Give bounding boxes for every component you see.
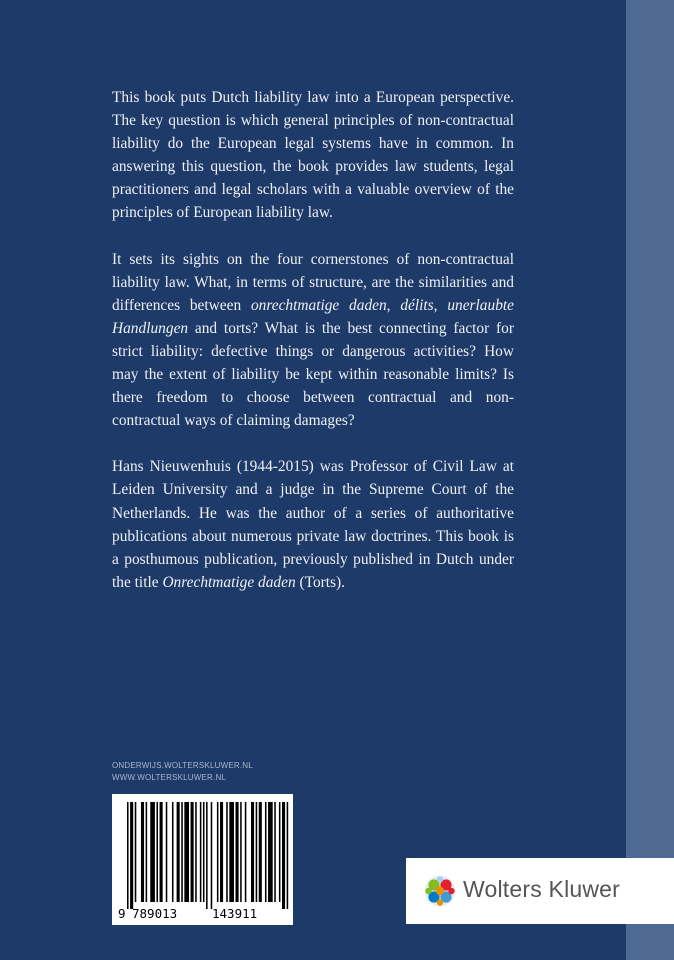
- barcode-bar: [135, 802, 137, 902]
- barcode-bar: [191, 802, 194, 902]
- barcode-bar: [256, 802, 258, 902]
- publisher-name: Wolters Kluwer: [463, 876, 621, 902]
- blurb-p2-comma-1: ,: [386, 296, 401, 314]
- barcode-bar: [200, 802, 202, 902]
- barcode-bar: [166, 802, 168, 902]
- barcode-bar: [240, 802, 242, 902]
- barcode-bar: [184, 802, 189, 902]
- barcode-bar: [172, 802, 174, 902]
- term-onrechtmatige-daden: onrechtmatige daden: [250, 296, 387, 314]
- barcode-bars: [127, 802, 288, 909]
- barcode-bar: [146, 802, 148, 902]
- barcode-bar: [203, 802, 205, 902]
- barcode-bar: [195, 802, 197, 902]
- blurb-paragraph-1: This book puts Dutch liability law into a European perspective. The key question is which general principles of non-contractual liability do the European legal systems have in common. In answering this question, the book provides law students, legal practitioners and legal scholars with a valuable overview of the principles of European liability law.: [112, 89, 514, 222]
- barcode-bar: [282, 802, 285, 909]
- barcode-bar: [150, 802, 155, 902]
- barcode-bar: [206, 802, 208, 909]
- barcode-bar: [127, 802, 129, 909]
- publisher-urls: [112, 760, 253, 784]
- barcode-bar: [130, 802, 133, 909]
- barcode-bar: [177, 802, 180, 902]
- blurb-p2-text-a: It sets its sights on the four cornerstones of non-contractual liability law. What, in terms of structure, are the similarities and differences between: [112, 250, 514, 314]
- barcode-graphic: [112, 794, 293, 925]
- barcode-digits-right: 143911: [212, 906, 258, 921]
- publisher-logo-box: [406, 858, 674, 924]
- barcode-bar: [236, 802, 239, 902]
- barcode-bar: [287, 802, 289, 909]
- url-onderwijs: ONDERWIJS.WOLTERSKLUWER.NL: [112, 761, 253, 770]
- term-unerlaubte-handlungen: unerlaubte Handlungen: [112, 296, 514, 337]
- term-delits: délits: [400, 296, 434, 314]
- back-cover-blurb: [112, 86, 514, 617]
- original-title: Onrechtmatige daden: [162, 573, 296, 591]
- blurb-p2-comma-2: ,: [433, 296, 448, 314]
- barcode-bar: [211, 802, 213, 909]
- barcode-first-digit: 9: [118, 906, 126, 921]
- barcode-bar: [229, 802, 234, 902]
- bio-text-a: Hans Nieuwenhuis (1944-2015) was Professor of Civil Law at Leiden University and a judge in the Supreme Court of the Netherlands. He was the author of a series of authoritative publications about numerous private law doctrines. This book is a posthumous publication, previously published in Dutch under the title: [112, 458, 514, 591]
- barcode-bar: [274, 802, 276, 902]
- barcode-bar: [220, 802, 223, 902]
- barcode-bar: [141, 802, 144, 902]
- barcode-bar: [160, 802, 163, 902]
- barcode-bar: [268, 802, 273, 902]
- barcode-bar: [279, 802, 281, 902]
- bio-text-b: (Torts).: [295, 573, 346, 591]
- barcode-bar: [226, 802, 228, 902]
- wolters-kluwer-globe-icon: [424, 875, 456, 907]
- blurb-paragraph-2: [112, 248, 514, 433]
- barcode-bar: [217, 802, 219, 902]
- barcode-bar: [156, 802, 158, 902]
- barcode-bar: [265, 802, 267, 902]
- author-bio-paragraph: [112, 455, 514, 594]
- barcode-bar: [259, 802, 262, 902]
- blurb-p2-text-b: and torts? What is the best connecting factor for strict liability: defective things or dangerous activities? How may the extent of liability be kept within reasonable limits? Is there freedom to choose between contractual and non-contractual ways of claiming damages?: [112, 319, 514, 430]
- spine-strip: [626, 0, 674, 960]
- url-www: WWW.WOLTERSKLUWER.NL: [112, 773, 227, 782]
- barcode-bar: [245, 802, 247, 902]
- barcode-digits-left: 789013: [132, 906, 178, 921]
- barcode-bar: [181, 802, 183, 902]
- isbn-barcode: [112, 794, 293, 925]
- barcode-bar: [251, 802, 254, 902]
